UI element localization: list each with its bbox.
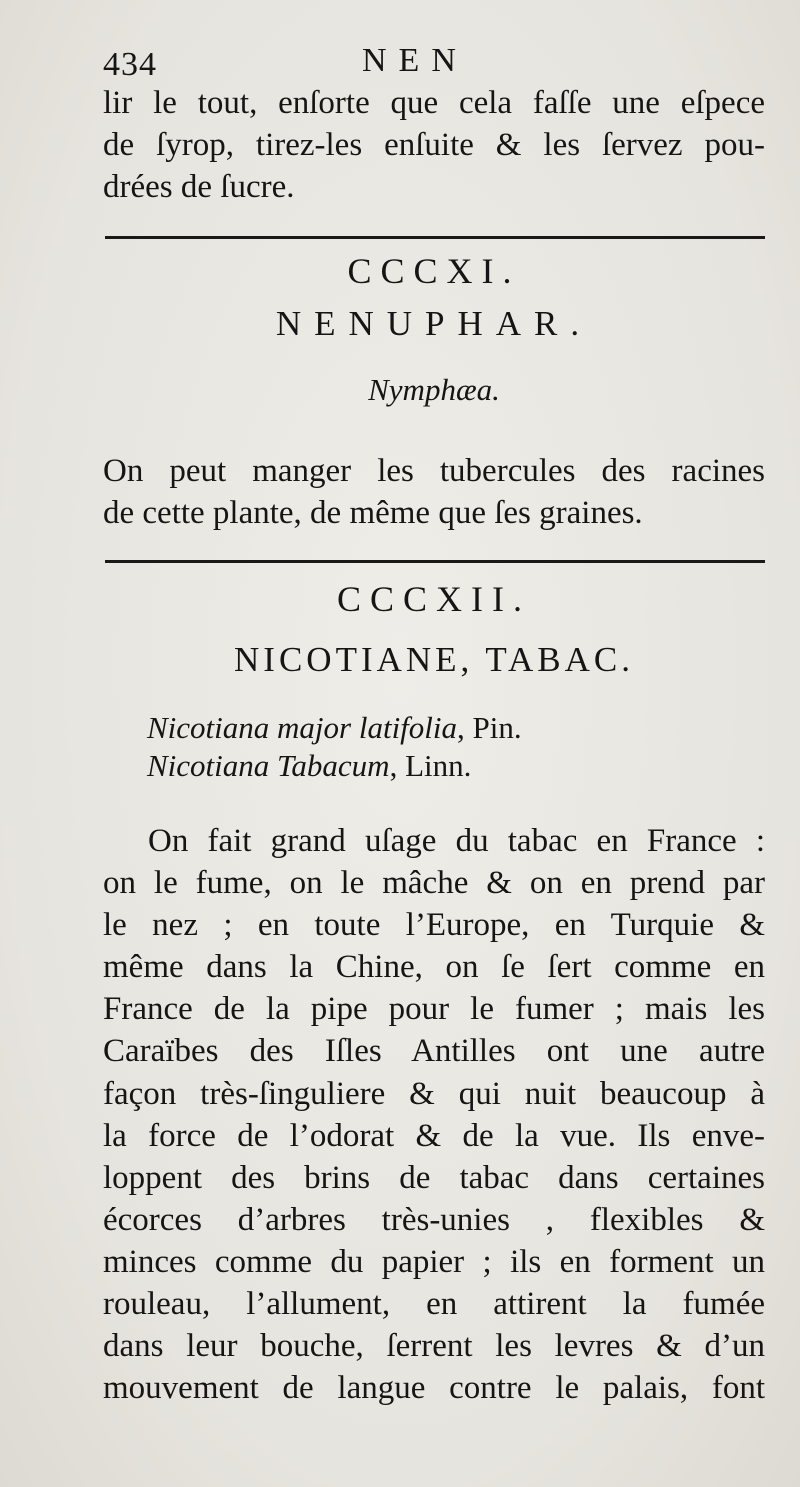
entry-title: NICOTIANE, TABAC. bbox=[234, 640, 634, 679]
entry-title: NENUPHAR. bbox=[275, 304, 593, 343]
section-rule bbox=[105, 560, 765, 563]
text-line: On peut manger les tubercules des racines bbox=[103, 453, 765, 489]
text-line: On fait grand uſage du tabac en France : bbox=[148, 823, 765, 859]
entry-numeral: CCCXI. bbox=[347, 251, 521, 291]
section-rule bbox=[105, 236, 765, 239]
page-number: 434 bbox=[103, 46, 157, 83]
synonym-author: , Pin. bbox=[457, 710, 522, 745]
synonym-line bbox=[147, 748, 471, 784]
text-line: France de la pipe pour le fumer ; mais les bbox=[103, 991, 765, 1028]
text-line: dans leur bouche, ſerrent les levres & d’un bbox=[103, 1328, 765, 1365]
text-line: mouvement de langue contre le palais, font bbox=[103, 1370, 765, 1407]
synonym-line bbox=[147, 710, 522, 746]
synonym-name: Nicotiana major latifolia bbox=[147, 710, 458, 745]
text-line: le nez ; en toute l’Europe, en Turquie & bbox=[103, 907, 765, 944]
text-line: loppent des brins de tabac dans certaines bbox=[103, 1159, 765, 1196]
running-head: NEN bbox=[362, 42, 468, 79]
entry-numeral: CCCXII. bbox=[336, 579, 531, 619]
synonym-author: , Linn. bbox=[389, 748, 472, 783]
text-line: lir le tout, enſorte que cela faſſe une eſpece bbox=[103, 85, 765, 121]
text-line: de ſyrop, tirez-les enſuite & les ſervez pou- bbox=[103, 127, 765, 163]
text-line: la force de l’odorat & de la vue. Ils enve- bbox=[103, 1117, 765, 1154]
text-line: rouleau, l’allument, en attirent la fumée bbox=[103, 1286, 765, 1323]
text-line: écorces d’arbres très-unies , flexibles & bbox=[103, 1201, 765, 1238]
continuation-text bbox=[103, 82, 765, 208]
text-line: même dans la Chine, on ſe ſert comme en bbox=[103, 949, 765, 986]
text-line: on le fume, on le mâche & on en prend par bbox=[103, 865, 765, 902]
text-line: drées de ſucre. bbox=[103, 169, 295, 205]
synonym-name: Nicotiana Tabacum bbox=[147, 748, 390, 783]
text-line: Caraïbes des Iſles Antilles ont une autre bbox=[103, 1033, 765, 1070]
text-line: façon très-ſinguliere & qui nuit beaucoup à bbox=[103, 1075, 765, 1112]
entry-text bbox=[103, 820, 765, 1409]
text-line: minces comme du papier ; ils en forment un bbox=[103, 1243, 765, 1280]
text-line: de cette plante, de même que ſes graines. bbox=[103, 495, 643, 531]
entry-latin-name: Nymphæa. bbox=[368, 372, 500, 407]
entry-text bbox=[103, 450, 765, 534]
